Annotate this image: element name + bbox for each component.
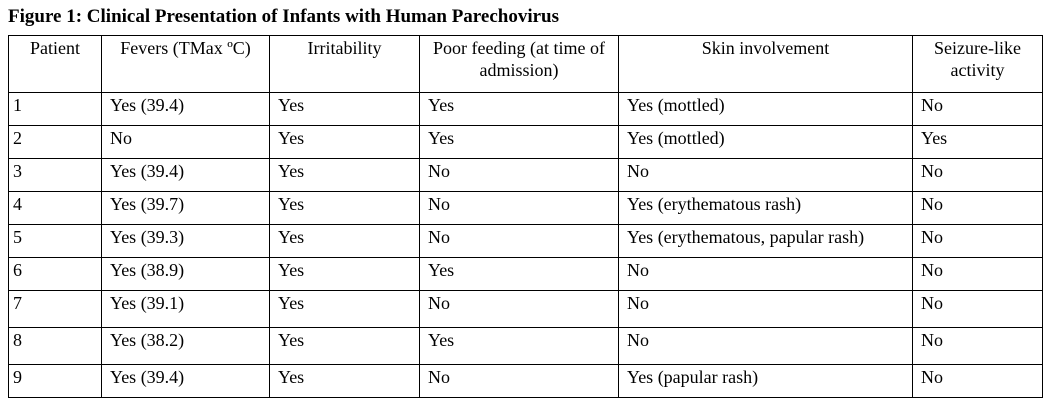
cell-patient: 7 <box>9 291 102 328</box>
header-patient: Patient <box>9 36 102 93</box>
cell-seizure-like-activity: No <box>913 328 1043 365</box>
cell-poor-feeding: No <box>420 225 619 258</box>
cell-fevers: Yes (39.1) <box>102 291 270 328</box>
cell-fevers: Yes (39.7) <box>102 192 270 225</box>
cell-patient: 5 <box>9 225 102 258</box>
cell-patient: 9 <box>9 365 102 398</box>
cell-seizure-like-activity: No <box>913 365 1043 398</box>
cell-fevers: Yes (39.4) <box>102 365 270 398</box>
table-row <box>9 126 1043 159</box>
cell-seizure-like-activity: No <box>913 258 1043 291</box>
header-poor-feeding: Poor feeding (at time of admission) <box>420 36 619 93</box>
table-row <box>9 291 1043 328</box>
header-skin-involvement: Skin involvement <box>619 36 913 93</box>
cell-poor-feeding: Yes <box>420 328 619 365</box>
cell-seizure-like-activity: No <box>913 192 1043 225</box>
header-fevers: Fevers (TMax ºC) <box>102 36 270 93</box>
cell-fevers: Yes (38.9) <box>102 258 270 291</box>
cell-skin-involvement: Yes (papular rash) <box>619 365 913 398</box>
cell-fevers: Yes (39.3) <box>102 225 270 258</box>
cell-irritability: Yes <box>270 258 420 291</box>
cell-seizure-like-activity: No <box>913 291 1043 328</box>
figure-title: Figure 1: Clinical Presentation of Infants with Human Parechovirus <box>8 6 559 27</box>
cell-seizure-like-activity: No <box>913 225 1043 258</box>
table-row <box>9 192 1043 225</box>
cell-poor-feeding: No <box>420 159 619 192</box>
cell-irritability: Yes <box>270 225 420 258</box>
cell-patient: 3 <box>9 159 102 192</box>
cell-seizure-like-activity: No <box>913 93 1043 126</box>
cell-skin-involvement: No <box>619 328 913 365</box>
cell-poor-feeding: No <box>420 192 619 225</box>
cell-irritability: Yes <box>270 365 420 398</box>
cell-skin-involvement: Yes (mottled) <box>619 93 913 126</box>
cell-seizure-like-activity: No <box>913 159 1043 192</box>
header-seizure-like-activity: Seizure-like activity <box>913 36 1043 93</box>
cell-skin-involvement: Yes (erythematous, papular rash) <box>619 225 913 258</box>
cell-poor-feeding: No <box>420 291 619 328</box>
cell-skin-involvement: No <box>619 258 913 291</box>
cell-patient: 6 <box>9 258 102 291</box>
table-row <box>9 365 1043 398</box>
table-row <box>9 258 1043 291</box>
cell-irritability: Yes <box>270 159 420 192</box>
table-row <box>9 225 1043 258</box>
cell-patient: 8 <box>9 328 102 365</box>
cell-fevers: Yes (39.4) <box>102 93 270 126</box>
cell-skin-involvement: Yes (mottled) <box>619 126 913 159</box>
cell-poor-feeding: Yes <box>420 93 619 126</box>
cell-skin-involvement: Yes (erythematous rash) <box>619 192 913 225</box>
table-row <box>9 93 1043 126</box>
cell-skin-involvement: No <box>619 291 913 328</box>
cell-patient: 4 <box>9 192 102 225</box>
cell-skin-involvement: No <box>619 159 913 192</box>
cell-seizure-like-activity: Yes <box>913 126 1043 159</box>
table-header-row <box>9 36 1043 93</box>
header-irritability: Irritability <box>270 36 420 93</box>
table-row <box>9 159 1043 192</box>
cell-irritability: Yes <box>270 126 420 159</box>
table-row <box>9 328 1043 365</box>
cell-poor-feeding: Yes <box>420 258 619 291</box>
cell-fevers: No <box>102 126 270 159</box>
cell-patient: 2 <box>9 126 102 159</box>
cell-irritability: Yes <box>270 328 420 365</box>
cell-irritability: Yes <box>270 192 420 225</box>
cell-poor-feeding: Yes <box>420 126 619 159</box>
cell-irritability: Yes <box>270 291 420 328</box>
cell-fevers: Yes (38.2) <box>102 328 270 365</box>
cell-patient: 1 <box>9 93 102 126</box>
cell-fevers: Yes (39.4) <box>102 159 270 192</box>
cell-poor-feeding: No <box>420 365 619 398</box>
cell-irritability: Yes <box>270 93 420 126</box>
clinical-presentation-table <box>8 35 1043 398</box>
